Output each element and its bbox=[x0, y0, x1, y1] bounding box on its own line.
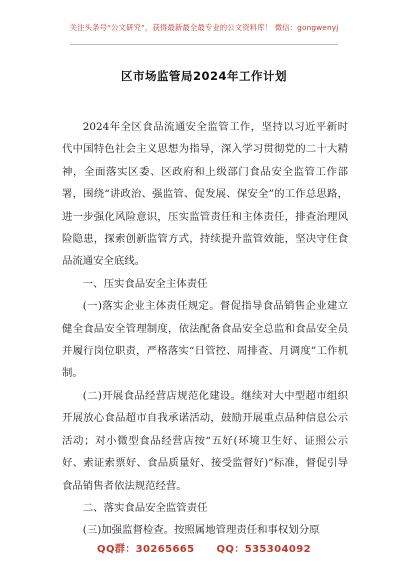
promo-header: 关注头条号“公文研究”，获得最新最全最专业的公文资料库！ 微信：gongwenyj bbox=[69, 23, 339, 32]
qq-contact-label: QQ：535304092 bbox=[216, 544, 311, 555]
section-heading-1: 一、压实食品安全主体责任 bbox=[82, 277, 208, 290]
section-heading-2: 二、落实食品安全监管责任 bbox=[82, 501, 208, 514]
document-title: 区市场监管局2024年工作计划 bbox=[120, 69, 287, 83]
clause-paragraph-2: (二)开展食品经营店规范化建设。继续对大中型超市组织开展放心食品超市自我承诺活动，鼓励开展重点品种信息公示活动；对小微型食品经营店按“五好(环境卫生好、证照公示好、索证索票好、食品质量好、接受监督好)”标准，督促引导食品销售者依法规范经营。 bbox=[62, 389, 348, 492]
qq-group-label: QQ群：30265665 bbox=[97, 544, 195, 555]
clause-paragraph-3: (三)加强监督检查。按照属地管理责任和事权划分原 bbox=[82, 524, 320, 537]
contact-footer bbox=[0, 540, 408, 555]
clause-paragraph-1: (一)落实企业主体责任规定。督促指导食品销售企业建立健全食品安全管理制度，依法配备食品安全总监和食品安全员并履行岗位职责，严格落实“日管控、周排查、月调度”工作机制。 bbox=[62, 300, 348, 380]
document-body bbox=[62, 116, 348, 542]
intro-paragraph: 2024年全区食品流通安全监管工作，坚持以习近平新时代中国特色社会主义思想为指导，深入学习贯彻党的二十大精神，全面落实区委、区政府和上级部门食品安全监管工作部署，围绕“讲政治、强监管、促发展、保安全”的工作总思路，进一步强化风险意识，压实监管责任和主体责任，排查治理风险隐患，探索创新监管方式，持续提升监管效能，坚决守住食品流通安全底线。 bbox=[62, 121, 348, 268]
header-divider bbox=[70, 44, 338, 45]
